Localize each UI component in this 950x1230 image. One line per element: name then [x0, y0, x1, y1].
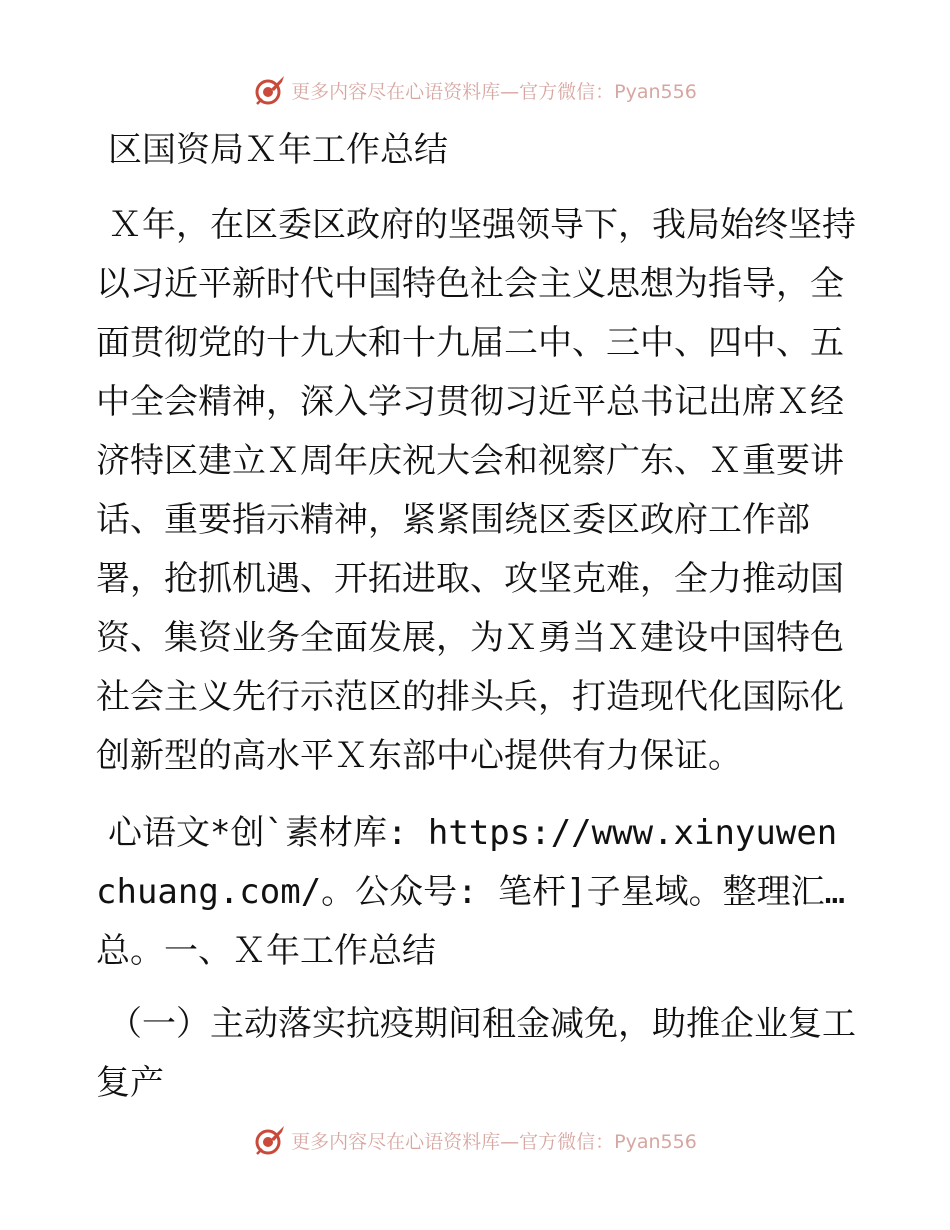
footer-watermark: [0, 1120, 950, 1160]
watermark-text: 更多内容尽在心语资料库—官方微信：Pyan556: [291, 80, 697, 103]
watermark-text: 更多内容尽在心语资料库—官方微信：Pyan556: [291, 1130, 697, 1153]
paragraph-source-note: 心语文*创`素材库: https://www.xinyuwenchuang.com/。公众号: 笔杆]子星域。整理汇…总。一、Ｘ年工作总结: [96, 813, 846, 971]
document-title: 区国资局Ｘ年工作总结: [108, 130, 448, 170]
paragraph-intro: Ｘ年，在区委区政府的坚强领导下，我局始终坚持以习近平新时代中国特色社会主义思想为指导，全面贯彻党的十九大和十九届二中、三中、四中、五中全会精神，深入学习贯彻习近平总书记出席Ｘ经济特区建立Ｘ周年庆祝大会和视察广东、Ｘ重要讲话、重要指示精神，紧紧围绕区委区政府工作部署，抢抓机遇、开拓进取、攻坚克难，全力推动国资、集资业务全面发展，为Ｘ勇当Ｘ建设中国特色社会主义先行示范区的排头兵，打造现代化国际化创新型的高水平Ｘ东部中心提供有力保证。: [96, 205, 856, 776]
header-watermark: [0, 70, 950, 110]
document-body: [96, 118, 856, 1113]
section-heading: （一）主动落实抗疫期间租金减免，助推企业复工复产: [96, 1004, 856, 1103]
quill-logo-icon: [253, 1123, 287, 1157]
quill-logo-icon: [253, 73, 287, 107]
